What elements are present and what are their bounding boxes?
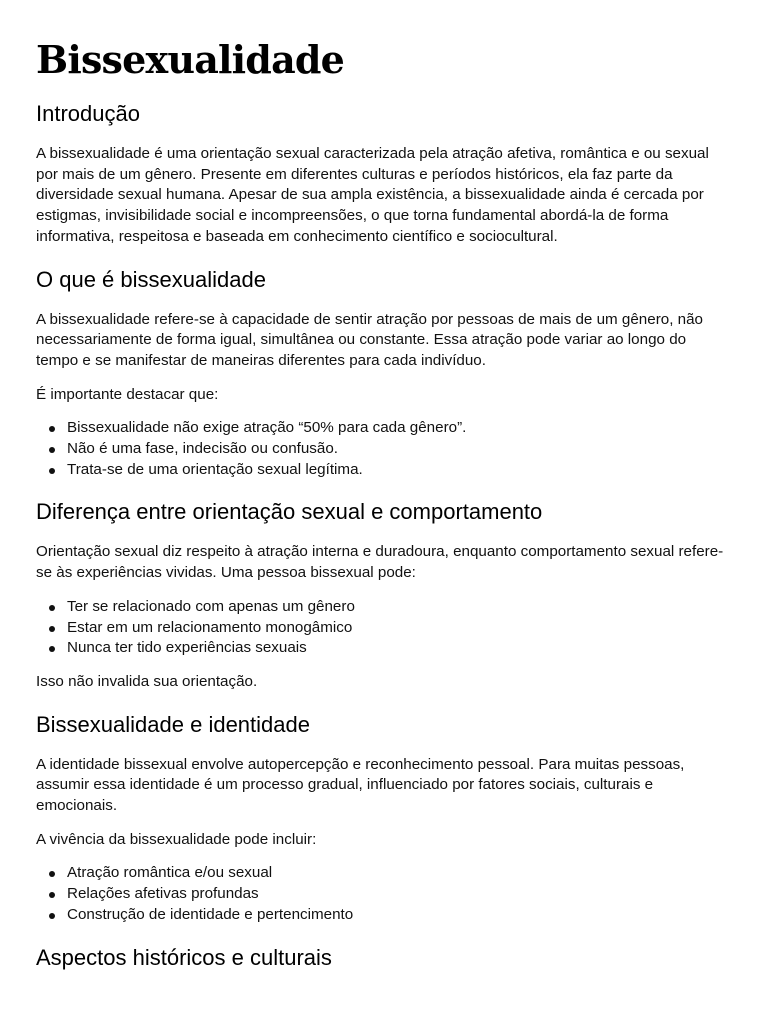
- list-item: Relações afetivas profundas: [67, 884, 732, 905]
- section-heading: Aspectos históricos e culturais: [36, 944, 332, 970]
- section-heading: O que é bissexualidade: [36, 266, 266, 292]
- section-o-que-e: [36, 266, 732, 481]
- section-heading: Diferença entre orientação sexual e comportamento: [36, 499, 543, 525]
- section-diferenca: [36, 498, 732, 692]
- list-item: Não é uma fase, indecisão ou confusão.: [67, 439, 732, 460]
- paragraph: A vivência da bissexualidade pode incluir:: [36, 830, 317, 848]
- bullet-list: [36, 597, 732, 659]
- section-historia: [36, 944, 732, 972]
- section-heading: Introdução: [36, 101, 140, 126]
- paragraph: A bissexualidade é uma orientação sexual caracterizada pela atração afetiva, romântica e ou sexual por mais de um gênero. Presente em diferentes culturas e períodos históricos, ela faz parte da diversidade sexual humana. Apesar de sua ampla existência, a bissexualidade ainda é cercada por estigmas, invisibilidade social e incompreensões, o que torna fundamental abordá-la de forma informativa, respeitosa e baseada em conhecimento científico e sociocultural.: [36, 145, 709, 245]
- list-item: Estar em um relacionamento monogâmico: [67, 618, 732, 639]
- paragraph: A bissexualidade refere-se à capacidade de sentir atração por pessoas de mais de um gênero, não necessariamente de forma igual, simultânea ou constante. Essa atração pode variar ao longo do tempo e se manifestar de maneiras diferentes para cada indivíduo.: [36, 310, 703, 369]
- list-item: Atração romântica e/ou sexual: [67, 863, 732, 884]
- document-page: [36, 34, 732, 988]
- section-identidade: [36, 711, 732, 926]
- paragraph: Orientação sexual diz respeito à atração interna e duradoura, enquanto comportamento sexual refere-se às experiências vividas. Uma pessoa bissexual pode:: [36, 543, 724, 582]
- list-item: Nunca ter tido experiências sexuais: [67, 638, 732, 659]
- list-item: Construção de identidade e pertencimento: [67, 905, 732, 926]
- section-introducao: [36, 100, 732, 248]
- list-item: Trata-se de uma orientação sexual legítima.: [67, 460, 732, 481]
- paragraph: É importante destacar que:: [36, 385, 219, 403]
- section-heading: Bissexualidade e identidade: [36, 711, 310, 737]
- bullet-list: [36, 863, 732, 925]
- list-item: Bissexualidade não exige atração “50% para cada gênero”.: [67, 418, 732, 439]
- paragraph: A identidade bissexual envolve autopercepção e reconhecimento pessoal. Para muitas pessoas, assumir essa identidade é um processo gradual, influenciado por fatores sociais, culturais e emocionais.: [36, 755, 685, 815]
- paragraph: Isso não invalida sua orientação.: [36, 672, 258, 690]
- bullet-list: [36, 418, 732, 480]
- list-item: Ter se relacionado com apenas um gênero: [67, 597, 732, 618]
- document-title: Bissexualidade: [36, 37, 345, 82]
